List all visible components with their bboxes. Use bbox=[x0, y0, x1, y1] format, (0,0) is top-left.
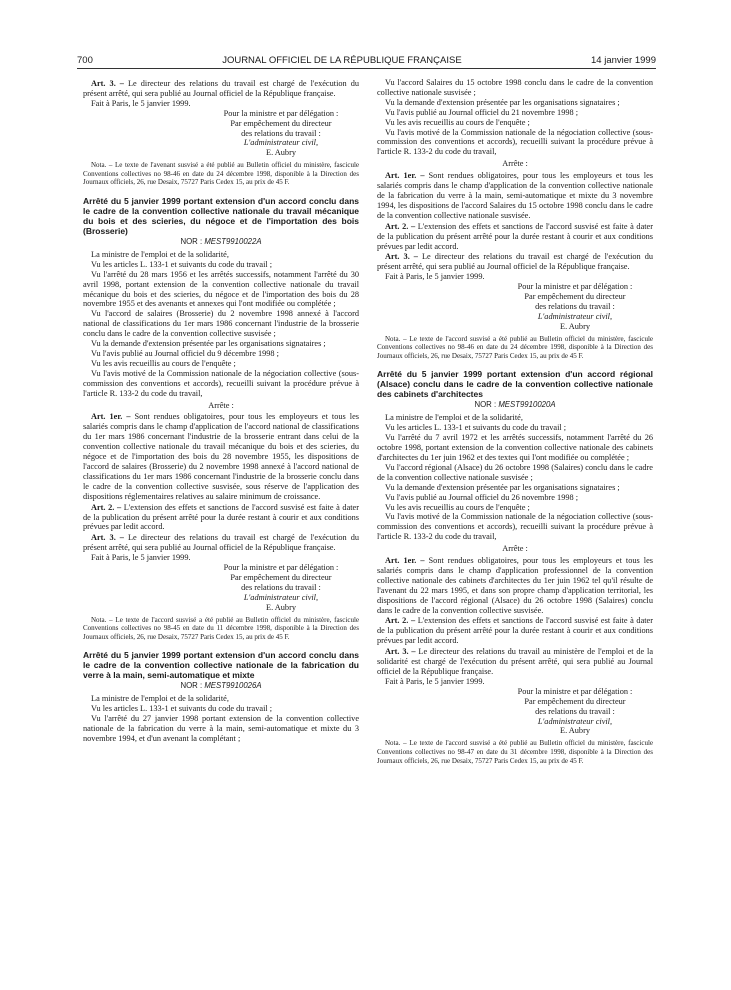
journal-title: JOURNAL OFFICIEL DE LA RÉPUBLIQUE FRANÇAISE bbox=[222, 54, 462, 66]
article: Art. 2. – L'extension des effets et sanctions de l'accord susvisé est faite à dater de la publication du présent arrêté pour la durée restant à courir et aux conditions prévues par ledit accord. bbox=[377, 221, 654, 251]
paragraph: Vu la demande d'extension présentée par les organisations signataires ; bbox=[385, 97, 620, 107]
signature-block: Pour la ministre et par délégation : Par empêchement du directeur des relations du travail : L'administrateur civil, E. Aubry bbox=[517, 686, 633, 736]
arrete-heading: Arrête : bbox=[208, 400, 234, 410]
article: Art. 3. – Le directeur des relations du travail est chargé de l'exécution du présent arrêté, qui sera publié au Journal officiel de la République française. bbox=[377, 252, 653, 272]
article: Art. 1er. – Sont rendues obligatoires, pour tous les employeurs et tous les salariés compris dans le champ d'application de la convention collective nationale de la fabrication du verre à la main, semi-automatique et mixte du 3 novembre 1994, les dispositions de l'accord Salaires du 15 octobre 1998 conclu dans le cadre de la convention collective nationale susvisée. bbox=[377, 171, 653, 220]
paragraph: Vu la demande d'extension présentée par les organisations signataires ; bbox=[385, 482, 620, 492]
left-column bbox=[83, 78, 359, 744]
paragraph: Vu l'accord régional (Alsace) du 26 octobre 1998 (Salaires) conclu dans le cadre de la convention collective nationale susvisée ; bbox=[377, 462, 653, 482]
nota-note: Nota. – Le texte de l'accord susvisé a été publié au Bulletin officiel du ministère, fascicule Conventions collectives no 98-46 en date du 24 décembre 1998, disponible à la Direction des Journaux officiels, 26, rue Desaix, 75727 Paris Cedex 15, au prix de 45 F. bbox=[377, 334, 653, 360]
signature-block: Pour la ministre et par délégation : Par empêchement du directeur des relations du travail : L'administrateur civil, E. Aubry bbox=[517, 282, 633, 331]
paragraph: Vu les avis recueillis au cours de l'enquête ; bbox=[385, 502, 530, 512]
article: Art. 1er. – Sont rendues obligatoires, pour tous les employeurs et tous les salariés compris dans le champ d'application professionnel de la convention collective nationale des cabinets d'architectes du 1er juin 1962 tel qu'il résulte de l'avenant du 22 mars 1995, et dans son propre champ d'application territorial, les dispositions de l'accord régional (Alsace) du 26 octobre 1998 (Salaires) conclu dans le cadre de la convention collective susvisée. bbox=[377, 556, 653, 615]
paragraph: La ministre de l'emploi et de la solidarité, bbox=[91, 694, 229, 704]
article: Art. 1er. – Sont rendues obligatoires, pour tous les employeurs et tous les salariés compris dans le champ d'application de l'accord national de classifications du 1er mars 1986 concernant l'industrie de la brosserie entrant dans celui de la convention collective nationale du travail mécanique du bois et des scieries, du négoce et de l'importation des bois du 28 novembre 1955, les dispositions de l'accord de salaires (Brosserie) du 2 novembre 1998 annexé à l'accord national de classifications du 1er mars 1986 concernant l'industrie de la brosserie conclu dans le cadre de la convention collective susvisée, sous réserve de l'application des dispositions réglementaires relatives au salaire minimum de croissance. bbox=[83, 412, 359, 501]
arrete-heading: Arrête : bbox=[502, 159, 528, 169]
signing-place-date: Fait à Paris, le 5 janvier 1999. bbox=[385, 676, 485, 686]
signing-place-date: Fait à Paris, le 5 janvier 1999. bbox=[91, 553, 191, 563]
article: Art. 2. – L'extension des effets et sanctions de l'accord susvisé est faite à dater de la publication du présent arrêté pour la durée restant à courir et aux conditions prévues par ledit accord. bbox=[83, 502, 360, 532]
signature-block: Pour la ministre et par délégation : Par empêchement du directeur des relations du travail : L'administrateur civil, E. Aubry bbox=[223, 108, 339, 158]
nota-note: Nota. – Le texte de l'avenant susvisé a été publié au Bulletin officiel du ministère, fascicule Conventions collectives no 98-46 en date du 24 décembre 1998, disponible à la Direction des Journaux officiels, 26, rue Desaix, 75727 Paris Cedex 15, au prix de 45 F. bbox=[83, 161, 359, 187]
right-column bbox=[377, 78, 653, 765]
header-divider bbox=[77, 68, 656, 69]
page-header bbox=[77, 53, 656, 67]
article: Art. 3. – Le directeur des relations du travail au ministère de l'emploi et de la solidarité est chargé de l'exécution du présent arrêté, qui sera publié au Journal officiel de la République française. bbox=[377, 647, 654, 676]
paragraph: Vu l'avis publié au Journal officiel du 21 novembre 1998 ; bbox=[385, 107, 579, 117]
arrete-heading: Arrête : bbox=[502, 544, 528, 554]
paragraph: Vu l'arrêté du 7 avril 1972 et les arrêtés successifs, notamment l'arrêté du 26 octobre 1998, portant extension de la convention collective nationale des cabinets d'architectes du 1er juin 1962 et des textes qui l'ont modifiée ou complétée ; bbox=[377, 433, 653, 462]
paragraph: Vu l'avis motivé de la Commission nationale de la négociation collective (sous-commission des conventions et accords), recueilli suivant la procédure prévue à l'article R. 133-2 du code du travail, bbox=[83, 368, 359, 398]
paragraph: Vu les articles L. 133-1 et suivants du code du travail ; bbox=[91, 704, 273, 714]
issue-date: 14 janvier 1999 bbox=[591, 54, 656, 66]
paragraph: Vu les avis recueillis au cours de l'enquête ; bbox=[385, 117, 530, 127]
paragraph: Vu l'accord Salaires du 15 octobre 1998 conclu dans le cadre de la convention collective nationale susvisée ; bbox=[377, 78, 653, 97]
decree-title: Arrêté du 5 janvier 1999 portant extension d'un accord conclu dans le cadre de la convention collective nationale du travail mécanique du bois et des scieries, du négoce et de l'importation des bois (Brosserie) bbox=[83, 196, 359, 237]
signing-place-date: Fait à Paris, le 5 janvier 1999. bbox=[91, 98, 191, 108]
decree-title: Arrêté du 5 janvier 1999 portant extension d'un accord régional (Alsace) conclu dans le cadre de la convention collective nationale des cabinets d'architectes bbox=[377, 369, 653, 400]
article: Art. 3. – Le directeur des relations du travail est chargé de l'exécution du présent arrêté, qui sera publié au Journal officiel de la République française. bbox=[83, 79, 359, 98]
paragraph: Vu l'avis motivé de la Commission nationale de la négociation collective (sous-commission des conventions et accords), recueilli suivant la procédure prévue à l'article R. 133-2 du code du travail, bbox=[377, 127, 653, 157]
paragraph: Vu les articles L. 133-1 et suivants du code du travail ; bbox=[385, 423, 567, 433]
signing-place-date: Fait à Paris, le 5 janvier 1999. bbox=[385, 272, 485, 282]
paragraph: Vu l'avis publié au Journal officiel du 9 décembre 1998 ; bbox=[91, 349, 279, 358]
paragraph: Vu les articles L. 133-1 et suivants du code du travail ; bbox=[91, 259, 273, 269]
nota-note: Nota. – Le texte de l'accord susvisé a été publié au Bulletin officiel du ministère, fascicule Conventions collectives no 98-45 en date du 11 décembre 1998, disponible à la Direction des Journaux officiels, 26, rue Desaix, 75727 Paris Cedex 15, au prix de 45 F. bbox=[83, 615, 359, 641]
nor-reference: NOR : MESТ9910022A bbox=[180, 237, 262, 247]
nor-reference: NOR : MESТ9910020A bbox=[474, 400, 556, 410]
page-number: 700 bbox=[77, 54, 93, 66]
paragraph: Vu l'avis motivé de la Commission nationale de la négociation collective (sous-commission des conventions et accords), recueilli suivant la procédure prévue à l'article R. 133-2 du code du travail, bbox=[377, 512, 653, 542]
paragraph: Vu l'arrêté du 28 mars 1956 et les arrêtés successifs, notamment l'arrêté du 30 avril 1998, portant extension de la convention collective nationale du travail mécanique du bois et des scieries, du négoce et de l'importation des bois du 28 novembre 1955 et des avenants et annexes qui l'ont modifiée ou complétée ; bbox=[83, 269, 359, 309]
paragraph: La ministre de l'emploi et de la solidarité, bbox=[91, 249, 229, 259]
article: Art. 3. – Le directeur des relations du travail est chargé de l'exécution du présent arrêté, qui sera publié au Journal officiel de la République française. bbox=[83, 533, 359, 553]
paragraph: La ministre de l'emploi et de la solidarité, bbox=[385, 413, 523, 423]
nor-reference: NOR : MESТ9910026A bbox=[180, 681, 262, 691]
paragraph: Vu l'avis publié au Journal officiel du 26 novembre 1998 ; bbox=[385, 492, 579, 502]
paragraph: Vu l'arrêté du 27 janvier 1998 portant extension de la convention collective nationale de la fabrication du verre à la main, semi-automatique et mixte du 3 novembre 1994, et d'un avenant la complétant ; bbox=[83, 714, 359, 743]
decree-title: Arrêté du 5 janvier 1999 portant extension d'un accord conclu dans le cadre de la convention collective nationale de la fabrication du verre à la main, semi-automatique et mixte bbox=[83, 650, 359, 681]
signature-block: Pour la ministre et par délégation : Par empêchement du directeur des relations du travail : L'administrateur civil, E. Aubry bbox=[223, 563, 339, 612]
paragraph: Vu l'accord de salaires (Brosserie) du 2 novembre 1998 annexé à l'accord national de classifications du 1er mars 1986 concernant l'industrie de la brosserie conclu dans le cadre de la convention collective susvisée ; bbox=[83, 309, 359, 339]
paragraph: Vu les avis recueillis au cours de l'enquête ; bbox=[91, 358, 236, 368]
paragraph: Vu la demande d'extension présentée par les organisations signataires ; bbox=[91, 339, 326, 349]
nota-note: Nota. – Le texte de l'accord susvisé a été publié au Bulletin officiel du ministère, fascicule Conventions collectives no 98-47 en date du 31 décembre 1998, disponible à la Direction des Journaux officiels, 26, rue Desaix, 75727 Paris Cedex 15, au prix de 45 F. bbox=[377, 739, 653, 765]
article: Art. 2. – L'extension des effets et sanctions de l'accord susvisé est faite à dater de la publication du présent arrêté pour la durée restant à courir et aux conditions prévues par ledit accord. bbox=[377, 616, 654, 646]
